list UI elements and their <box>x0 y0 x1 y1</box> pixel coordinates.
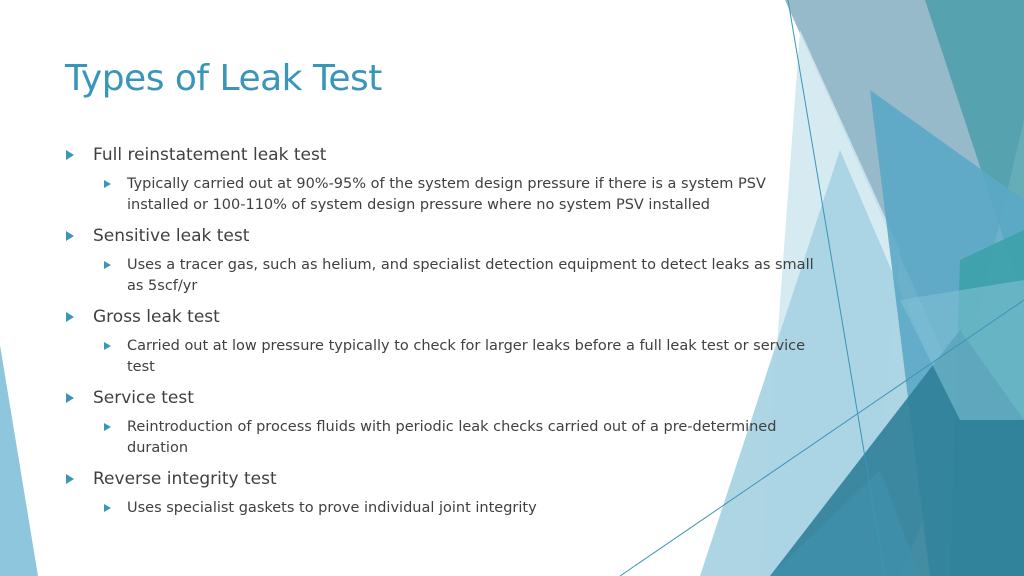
left-edge-shape <box>0 345 38 576</box>
bullet-label: Sensitive leak test <box>93 226 250 246</box>
bullet-label: Full reinstatement leak test <box>93 145 327 165</box>
sub-bullet-list <box>66 498 826 519</box>
bullet-item <box>66 223 826 297</box>
bullet-item <box>66 304 826 378</box>
sub-bullet-item <box>104 498 826 519</box>
sub-bullet-list <box>66 417 826 459</box>
sub-bullet-item <box>104 174 826 216</box>
sub-bullet-list <box>66 255 826 297</box>
sub-bullet-arrow-icon <box>104 504 111 512</box>
bullet-arrow-icon <box>66 474 74 484</box>
bullet-label: Service test <box>93 388 194 408</box>
sub-bullet-item <box>104 255 826 297</box>
sub-bullet-item <box>104 336 826 378</box>
sub-bullet-text: Typically carried out at 90%-95% of the system design pressure if there is a system PSV installed or 100-110% of system design pressure where no system PSV installed <box>127 176 766 213</box>
sub-bullet-text: Carried out at low pressure typically to check for larger leaks before a full leak test or service test <box>127 338 806 375</box>
sub-bullet-text: Reintroduction of process fluids with periodic leak checks carried out of a pre-determined duration <box>127 419 777 456</box>
sub-bullet-arrow-icon <box>104 261 111 269</box>
sub-bullet-list <box>66 336 826 378</box>
sub-bullet-arrow-icon <box>104 342 111 350</box>
sub-bullet-text: Uses a tracer gas, such as helium, and specialist detection equipment to detect leaks as small as 5scf/yr <box>127 257 814 294</box>
sub-bullet-text: Uses specialist gaskets to prove individual joint integrity <box>127 500 537 516</box>
slide-title: Types of Leak Test <box>65 58 382 99</box>
bullet-label: Reverse integrity test <box>93 469 277 489</box>
bullet-arrow-icon <box>66 150 74 160</box>
bullet-arrow-icon <box>66 312 74 322</box>
bullet-item <box>66 385 826 459</box>
sub-bullet-arrow-icon <box>104 423 111 431</box>
sub-bullet-arrow-icon <box>104 180 111 188</box>
bullet-label: Gross leak test <box>93 307 220 327</box>
bullet-item <box>66 142 826 216</box>
bullet-list <box>66 142 826 526</box>
bullet-arrow-icon <box>66 231 74 241</box>
sub-bullet-list <box>66 174 826 216</box>
bullet-item <box>66 466 826 519</box>
bullet-arrow-icon <box>66 393 74 403</box>
sub-bullet-item <box>104 417 826 459</box>
